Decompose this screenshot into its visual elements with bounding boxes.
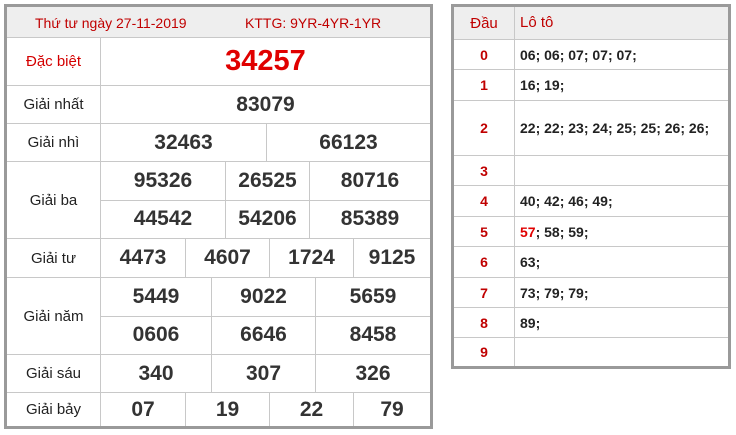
prize-row-third bbox=[7, 162, 430, 239]
loto-values: ; 58; 59; bbox=[535, 223, 589, 240]
loto-head: 7 bbox=[454, 278, 515, 307]
loto-row bbox=[454, 217, 728, 247]
loto-head: 1 bbox=[454, 70, 515, 100]
loto-row bbox=[454, 156, 728, 186]
loto-row bbox=[454, 70, 728, 101]
loto-values: 22; 22; 23; 24; 25; 25; 26; 26; bbox=[520, 120, 710, 136]
loto-values: 40; 42; 46; 49; bbox=[520, 193, 613, 209]
loto-values bbox=[520, 338, 722, 366]
loto-values: 73; 79; 79; bbox=[520, 284, 589, 301]
loto-row bbox=[454, 308, 728, 338]
loto-head: 9 bbox=[454, 338, 515, 366]
prize-label: Giải ba bbox=[7, 162, 101, 238]
loto-head: 3 bbox=[454, 156, 515, 185]
prize-number: 307 bbox=[211, 355, 315, 392]
prize-label: Giải nhất bbox=[7, 86, 101, 123]
loto-row bbox=[454, 338, 728, 366]
loto-values: 89; bbox=[520, 314, 541, 331]
draw-date: Thứ tư ngày 27-11-2019 bbox=[35, 15, 187, 31]
loto-head: 0 bbox=[454, 40, 515, 69]
draw-code: KTTG: 9YR-4YR-1YR bbox=[245, 15, 382, 31]
loto-header-row bbox=[454, 7, 728, 40]
prize-label: Giải sáu bbox=[7, 355, 101, 392]
prize-row-first bbox=[7, 86, 430, 124]
prize-number: 4473 bbox=[119, 246, 167, 269]
loto-head-label: Đầu bbox=[454, 7, 515, 39]
prize-number: 1724 bbox=[269, 239, 353, 277]
prize-number: 95326 bbox=[133, 169, 193, 192]
loto-values-with-highlight bbox=[520, 217, 722, 246]
prize-row-sixth bbox=[7, 355, 430, 393]
loto-row bbox=[454, 247, 728, 278]
loto-head: 4 bbox=[454, 186, 515, 216]
prize-row-fifth bbox=[7, 278, 430, 355]
prize-number: 5449 bbox=[132, 285, 180, 308]
prize-row-special bbox=[7, 38, 430, 86]
loto-values: 16; 19; bbox=[520, 77, 565, 93]
prize-label: Đặc biệt bbox=[7, 38, 101, 85]
prize-number: 66123 bbox=[266, 124, 430, 161]
loto-values: 63; bbox=[520, 254, 541, 270]
loto-row bbox=[454, 278, 728, 308]
prize-number: 83079 bbox=[236, 92, 295, 116]
prize-number: 22 bbox=[269, 393, 353, 426]
prize-number: 54206 bbox=[225, 200, 309, 238]
results-table bbox=[4, 4, 433, 429]
prize-label: Giải bảy bbox=[7, 393, 101, 426]
prize-number: 26525 bbox=[225, 162, 309, 200]
prize-number: 326 bbox=[315, 355, 430, 392]
prize-number: 9125 bbox=[353, 239, 430, 277]
loto-values: 06; 06; 07; 07; 07; bbox=[520, 46, 637, 63]
prize-number: 6646 bbox=[211, 316, 315, 354]
loto-row bbox=[454, 186, 728, 217]
loto-head: 2 bbox=[454, 101, 515, 155]
prize-row-seventh bbox=[7, 393, 430, 426]
prize-row-fourth bbox=[7, 239, 430, 278]
results-header bbox=[7, 7, 430, 38]
loto-values bbox=[520, 156, 722, 185]
loto-head: 5 bbox=[454, 217, 515, 246]
prize-number: 4607 bbox=[185, 239, 269, 277]
prize-number: 32463 bbox=[154, 130, 213, 154]
prize-number: 9022 bbox=[211, 278, 315, 316]
prize-number: 19 bbox=[185, 393, 269, 426]
prize-number: 0606 bbox=[132, 323, 180, 346]
special-prize-number: 34257 bbox=[225, 45, 306, 77]
prize-number: 8458 bbox=[315, 316, 430, 354]
loto-head: 8 bbox=[454, 308, 515, 337]
prize-label: Giải tư bbox=[7, 239, 101, 277]
prize-number: 5659 bbox=[315, 278, 430, 316]
loto-table bbox=[451, 4, 731, 369]
prize-number: 340 bbox=[138, 361, 174, 385]
loto-row bbox=[454, 101, 728, 156]
prize-number: 79 bbox=[353, 393, 430, 426]
prize-number: 07 bbox=[131, 397, 155, 421]
loto-special-highlight: 57 bbox=[520, 223, 536, 240]
prize-number: 80716 bbox=[309, 162, 430, 200]
prize-label: Giải nhì bbox=[7, 124, 101, 161]
loto-values-label: Lô tô bbox=[520, 14, 554, 31]
prize-label: Giải năm bbox=[7, 278, 101, 354]
loto-head: 6 bbox=[454, 247, 515, 277]
loto-row bbox=[454, 40, 728, 70]
prize-row-second bbox=[7, 124, 430, 162]
prize-number: 85389 bbox=[309, 200, 430, 238]
prize-number: 44542 bbox=[133, 207, 193, 230]
